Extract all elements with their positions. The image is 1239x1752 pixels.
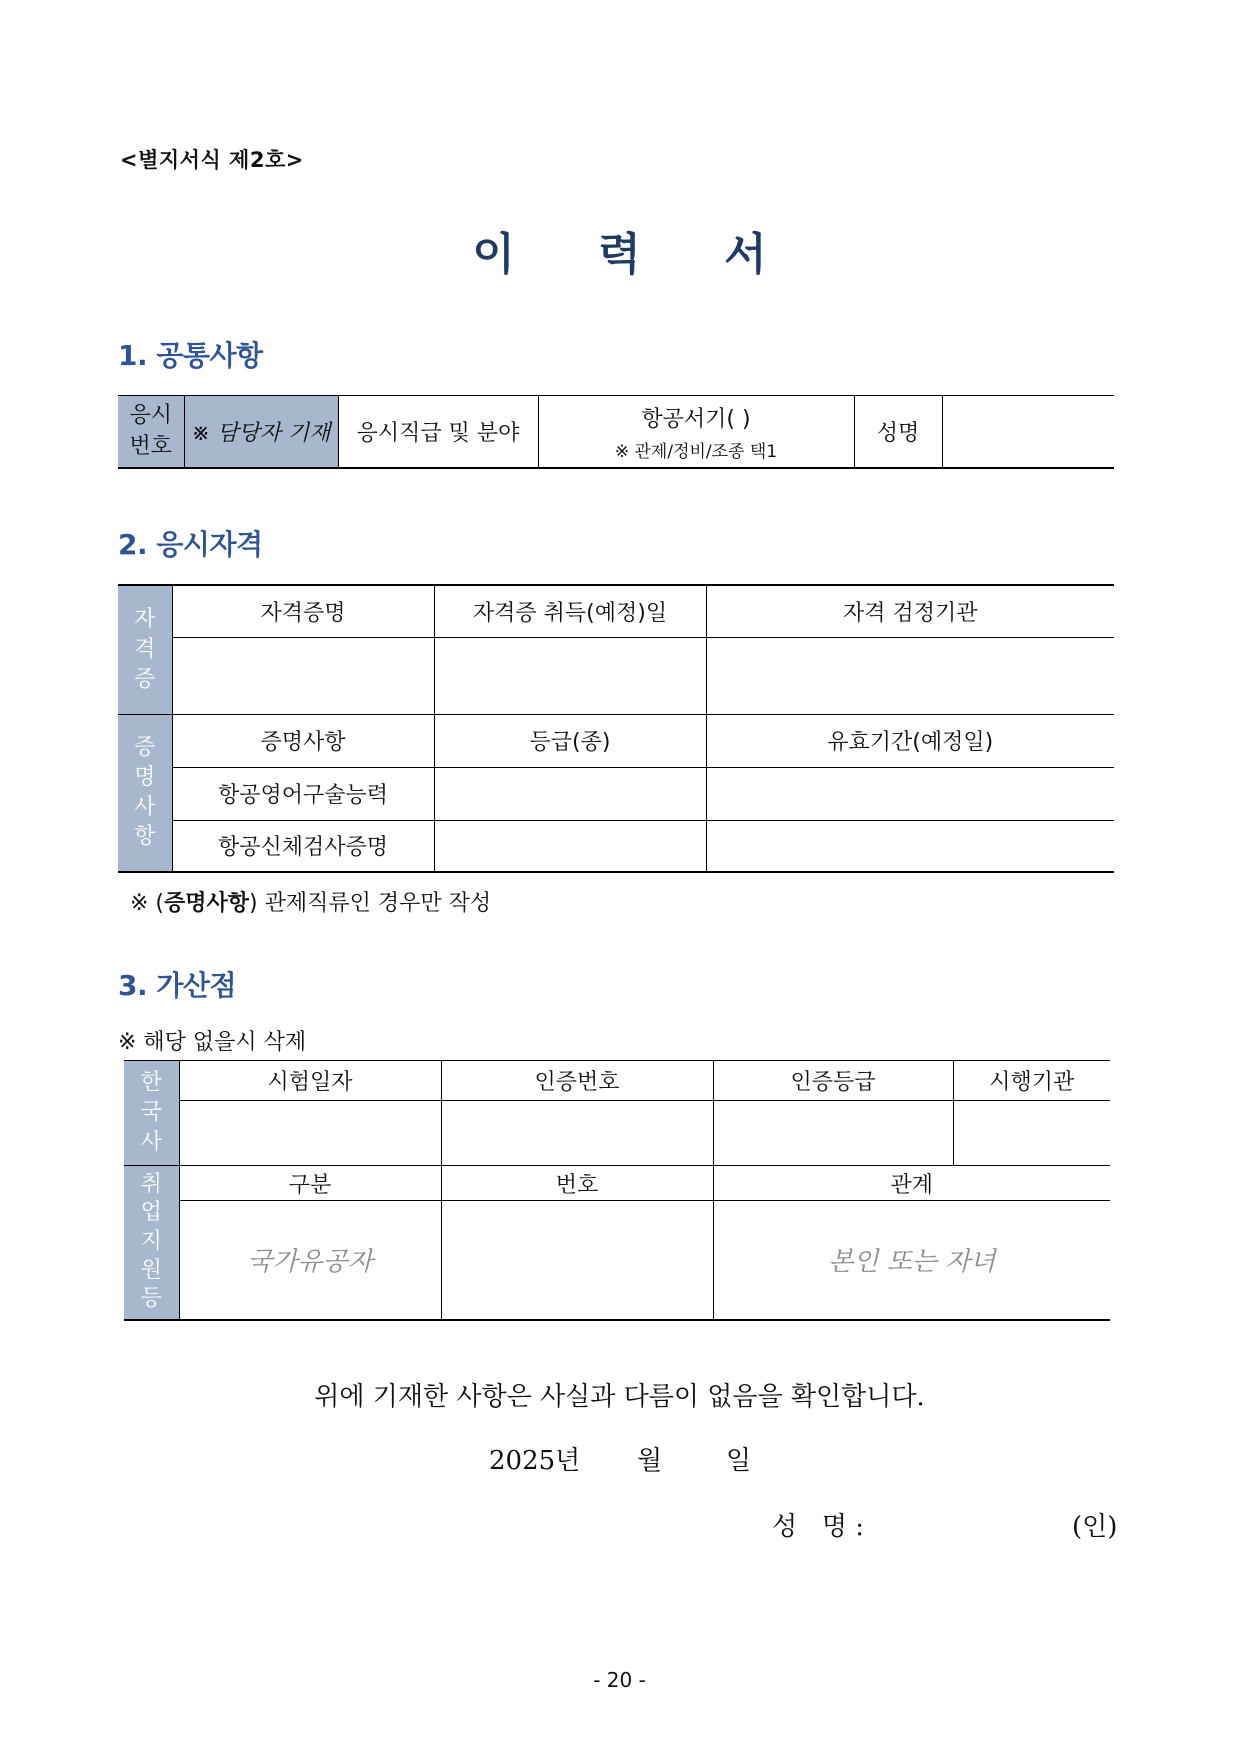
proof-header-validity: 유효기간(예정일) [706, 714, 1114, 767]
history-header-grade: 인증등급 [713, 1061, 953, 1101]
employ-header-relation: 관계 [713, 1166, 1110, 1201]
table-row [118, 767, 1114, 820]
date-month: 월 [637, 1446, 663, 1476]
history-number-field[interactable] [441, 1101, 713, 1166]
exam-number-label: 응시 번호 [118, 396, 184, 469]
proof-item-medical: 항공신체검사증명 [172, 820, 434, 872]
employ-header-number: 번호 [441, 1166, 713, 1201]
cert-name-field[interactable] [172, 637, 434, 714]
position-note: ※ 관제/정비/조종 택1 [614, 441, 778, 462]
seal-mark: (인) [1072, 1512, 1118, 1542]
section1-title: 1. 공통사항 [118, 339, 263, 372]
history-header-date: 시험일자 [179, 1061, 441, 1101]
proof-header-grade: 등급(종) [434, 714, 706, 767]
cert-header-date: 자격증 취득(예정)일 [434, 585, 706, 637]
employ-side-label: 취 업 지 원 등 [124, 1166, 179, 1320]
proof-grade-field[interactable] [434, 820, 706, 872]
proof-note: ※ (증명사항) 관제직류인 경우만 작성 [130, 891, 492, 916]
history-header-agency: 시행기관 [953, 1061, 1110, 1101]
name-label: 성명 [854, 396, 942, 469]
exam-number-value: ※ 담당자 기재 [184, 396, 338, 469]
cert-header-agency: 자격 검정기관 [706, 585, 1114, 637]
history-date-field[interactable] [179, 1101, 441, 1166]
section3-title: 3. 가산점 [118, 969, 237, 1002]
bonus-note: ※ 해당 없을시 삭제 [118, 1030, 307, 1055]
employ-header-type: 구분 [179, 1166, 441, 1201]
proof-validity-field[interactable] [706, 820, 1114, 872]
cert-agency-field[interactable] [706, 637, 1114, 714]
proof-side-label: 증 명 사 항 [118, 714, 172, 872]
position-value-cell[interactable] [538, 396, 854, 469]
form-label: <별지서식 제2호> [120, 148, 304, 172]
signature-label: 성 명 : [772, 1512, 865, 1542]
bonus-points-table [124, 1060, 1110, 1321]
history-side-label: 한 국 사 [124, 1061, 179, 1166]
history-agency-field[interactable] [953, 1101, 1110, 1166]
employ-number-field[interactable] [441, 1201, 713, 1320]
date-day: 일 [726, 1446, 752, 1476]
cert-date-field[interactable] [434, 637, 706, 714]
employ-type-field[interactable]: 국가유공자 [179, 1201, 441, 1320]
position-label: 응시직급 및 분야 [338, 396, 538, 469]
common-info-table [118, 395, 1114, 469]
qualification-table [118, 584, 1114, 873]
cert-side-label: 자 격 증 [118, 585, 172, 714]
name-field[interactable] [942, 396, 1114, 469]
section2-title: 2. 응시자격 [118, 528, 263, 561]
confirmation-statement: 위에 기재한 사항은 사실과 다름이 없음을 확인합니다. [314, 1382, 925, 1412]
date-year: 2025년 [489, 1446, 581, 1476]
page-number: - 20 - [593, 1668, 646, 1692]
history-grade-field[interactable] [713, 1101, 953, 1166]
table-row [118, 820, 1114, 872]
employ-relation-field[interactable]: 본인 또는 자녀 [713, 1201, 1110, 1320]
proof-header-item: 증명사항 [172, 714, 434, 767]
proof-item-english: 항공영어구술능력 [172, 767, 434, 820]
position-value: 항공서기( ) [641, 406, 751, 432]
cert-header-name: 자격증명 [172, 585, 434, 637]
document-title: 이 력 서 [472, 229, 801, 280]
proof-grade-field[interactable] [434, 767, 706, 820]
history-header-number: 인증번호 [441, 1061, 713, 1101]
proof-validity-field[interactable] [706, 767, 1114, 820]
